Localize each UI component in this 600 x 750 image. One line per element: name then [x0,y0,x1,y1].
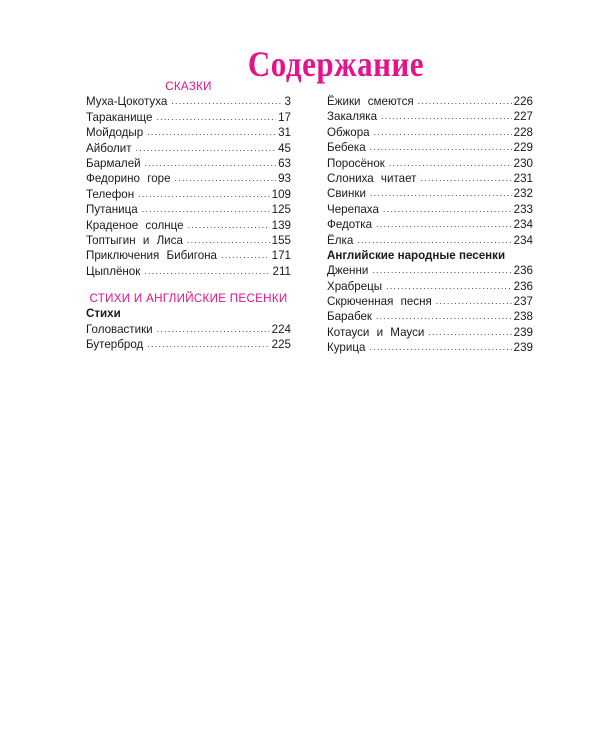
toc-entry [86,202,291,217]
toc-entry [327,156,533,171]
toc-entry [327,94,533,109]
dot-leader [374,125,512,140]
dot-leader [383,202,512,217]
toc-entry [327,217,533,232]
dot-leader [370,186,512,201]
toc-entry [327,309,533,324]
toc-entry-page-number: 155 [271,233,291,247]
toc-entry-page-number: 238 [513,310,533,324]
page-title: Содержание [247,44,425,85]
toc-entry [86,187,291,202]
dot-leader [370,140,512,155]
toc-entry-page-number: 229 [513,141,533,155]
toc-entry-title: Цыплёнок [86,264,141,278]
toc-list-stikhi-continued [327,94,533,248]
toc-entry-title: Закаляка [327,110,378,124]
toc-entry-page-number: 234 [513,233,533,247]
dot-leader [369,340,511,355]
toc-entry-title: Черепаха [327,202,379,216]
toc-entry-page-number: 109 [271,187,291,201]
toc-entry [327,325,533,340]
toc-entry-page-number: 93 [278,172,291,186]
toc-entry-title: Слониха читает [327,171,417,185]
dot-leader [418,94,512,109]
toc-entry-title: Храбрецы [327,279,383,293]
toc-entry-page-number: 236 [513,264,533,278]
toc-entry [86,156,291,171]
toc-entry-title: Айболит [86,141,132,155]
toc-entry-title: Барабек [327,310,372,324]
toc-entry-page-number: 3 [284,95,291,109]
toc-entry-page-number: 233 [513,202,533,216]
toc-entry-title: Приключения Бибигона [86,249,218,263]
toc-entry-title: Муха-Цокотуха [86,95,168,109]
toc-entry [86,322,291,337]
toc-entry-page-number: 139 [271,218,291,232]
toc-entry [327,125,533,140]
toc-entry-page-number: 226 [513,95,533,108]
dot-leader [187,233,270,248]
dot-leader [372,263,511,278]
dot-leader [156,110,276,125]
toc-list-skazki [86,94,291,279]
toc-entry [86,110,291,125]
dot-leader [357,233,511,248]
toc-entry-page-number: 239 [513,341,533,355]
toc-entry-page-number: 234 [513,218,533,232]
toc-list-stikhi [86,322,291,353]
toc-entry-title: Мойдодыр [86,126,144,140]
toc-entry-title: Краденое солнце [86,218,184,232]
toc-entry [86,337,291,352]
dot-leader [145,156,276,171]
toc-entry-title: Путаница [86,203,138,217]
toc-entry-page-number: 236 [513,279,533,293]
toc-entry-title: Котауси и Мауси [327,325,425,339]
toc-entry-page-number: 211 [272,264,291,278]
toc-entry-page-number: 237 [513,295,533,309]
subheading-english-songs: Английские народные песенки [327,248,506,262]
toc-entry-title: Бармалей [86,156,141,170]
toc-entry-page-number: 225 [271,338,291,352]
toc-entry [86,94,291,109]
dot-leader [144,264,270,279]
dot-leader [147,337,269,352]
toc-entry-title: Бебека [327,141,366,155]
dot-leader [136,141,277,156]
dot-leader [386,279,512,294]
toc-left-column [86,79,291,353]
subheading-stikhi: Стихи [86,307,121,321]
dot-leader [420,171,511,186]
toc-entry-title: Курица [327,341,366,355]
toc-entry-title: Ёлка [327,233,354,247]
toc-entry [327,263,533,278]
toc-entry [86,233,291,248]
toc-entry-page-number: 171 [271,249,291,263]
toc-entry [327,340,533,355]
toc-entry-page-number: 239 [513,325,533,339]
dot-leader [138,187,270,202]
dot-leader [389,156,512,171]
toc-entry-page-number: 224 [271,322,291,336]
toc-entry-title: Поросёнок [327,156,385,170]
toc-entry [327,202,533,217]
toc-entry [327,279,533,294]
dot-leader [376,309,512,324]
dot-leader [376,217,512,232]
toc-entry-page-number: 231 [513,171,533,185]
toc-list-english-songs [327,263,533,355]
toc-entry [86,248,291,263]
toc-entry [86,125,291,140]
dot-leader [142,202,270,217]
dot-leader [147,125,276,140]
toc-entry-page-number: 17 [278,110,291,124]
toc-entry [327,233,533,248]
section-heading-stikhi: СТИХИ И АНГЛИЙСКИЕ ПЕСЕНКИ [89,292,288,306]
toc-entry-title: Обжора [327,125,370,139]
toc-entry-page-number: 232 [513,187,533,201]
toc-entry-page-number: 31 [278,126,291,140]
toc-entry-page-number: 230 [513,156,533,170]
toc-entry-page-number: 227 [513,110,533,124]
toc-entry-page-number: 228 [513,125,533,139]
toc-entry [86,171,291,186]
toc-entry [327,186,533,201]
toc-entry [327,140,533,155]
toc-entry-title: Свинки [327,187,366,201]
dot-leader [436,294,512,309]
toc-entry-page-number: 63 [278,156,291,170]
toc-entry-title: Ёжики смеются [327,95,414,108]
dot-leader [175,171,277,186]
dot-leader [157,322,270,337]
dot-leader [188,218,270,233]
dot-leader [221,248,270,263]
dot-leader [381,109,512,124]
toc-right-column [327,94,533,356]
toc-entry-title: Федотка [327,218,373,232]
toc-entry-title: Головастики [86,322,153,336]
dot-leader [428,325,511,340]
toc-entry [86,141,291,156]
toc-entry-title: Тараканище [86,110,153,124]
section-heading-skazki: СКАЗКИ [165,80,212,93]
toc-entry-page-number: 125 [271,203,291,217]
dot-leader [171,94,282,109]
toc-entry-title: Телефон [86,187,135,201]
toc-entry-page-number: 45 [278,141,291,155]
toc-entry-title: Бутерброд [86,338,144,352]
toc-entry [327,171,533,186]
toc-entry-title: Дженни [327,264,369,278]
toc-entry [327,109,533,124]
toc-entry [327,294,533,309]
toc-entry-title: Федорино горе [86,172,171,186]
toc-entry-title: Топтыгин и Лиса [86,233,183,247]
toc-entry [86,264,291,279]
toc-entry [86,218,291,233]
toc-entry-title: Скрюченная песня [327,295,432,309]
